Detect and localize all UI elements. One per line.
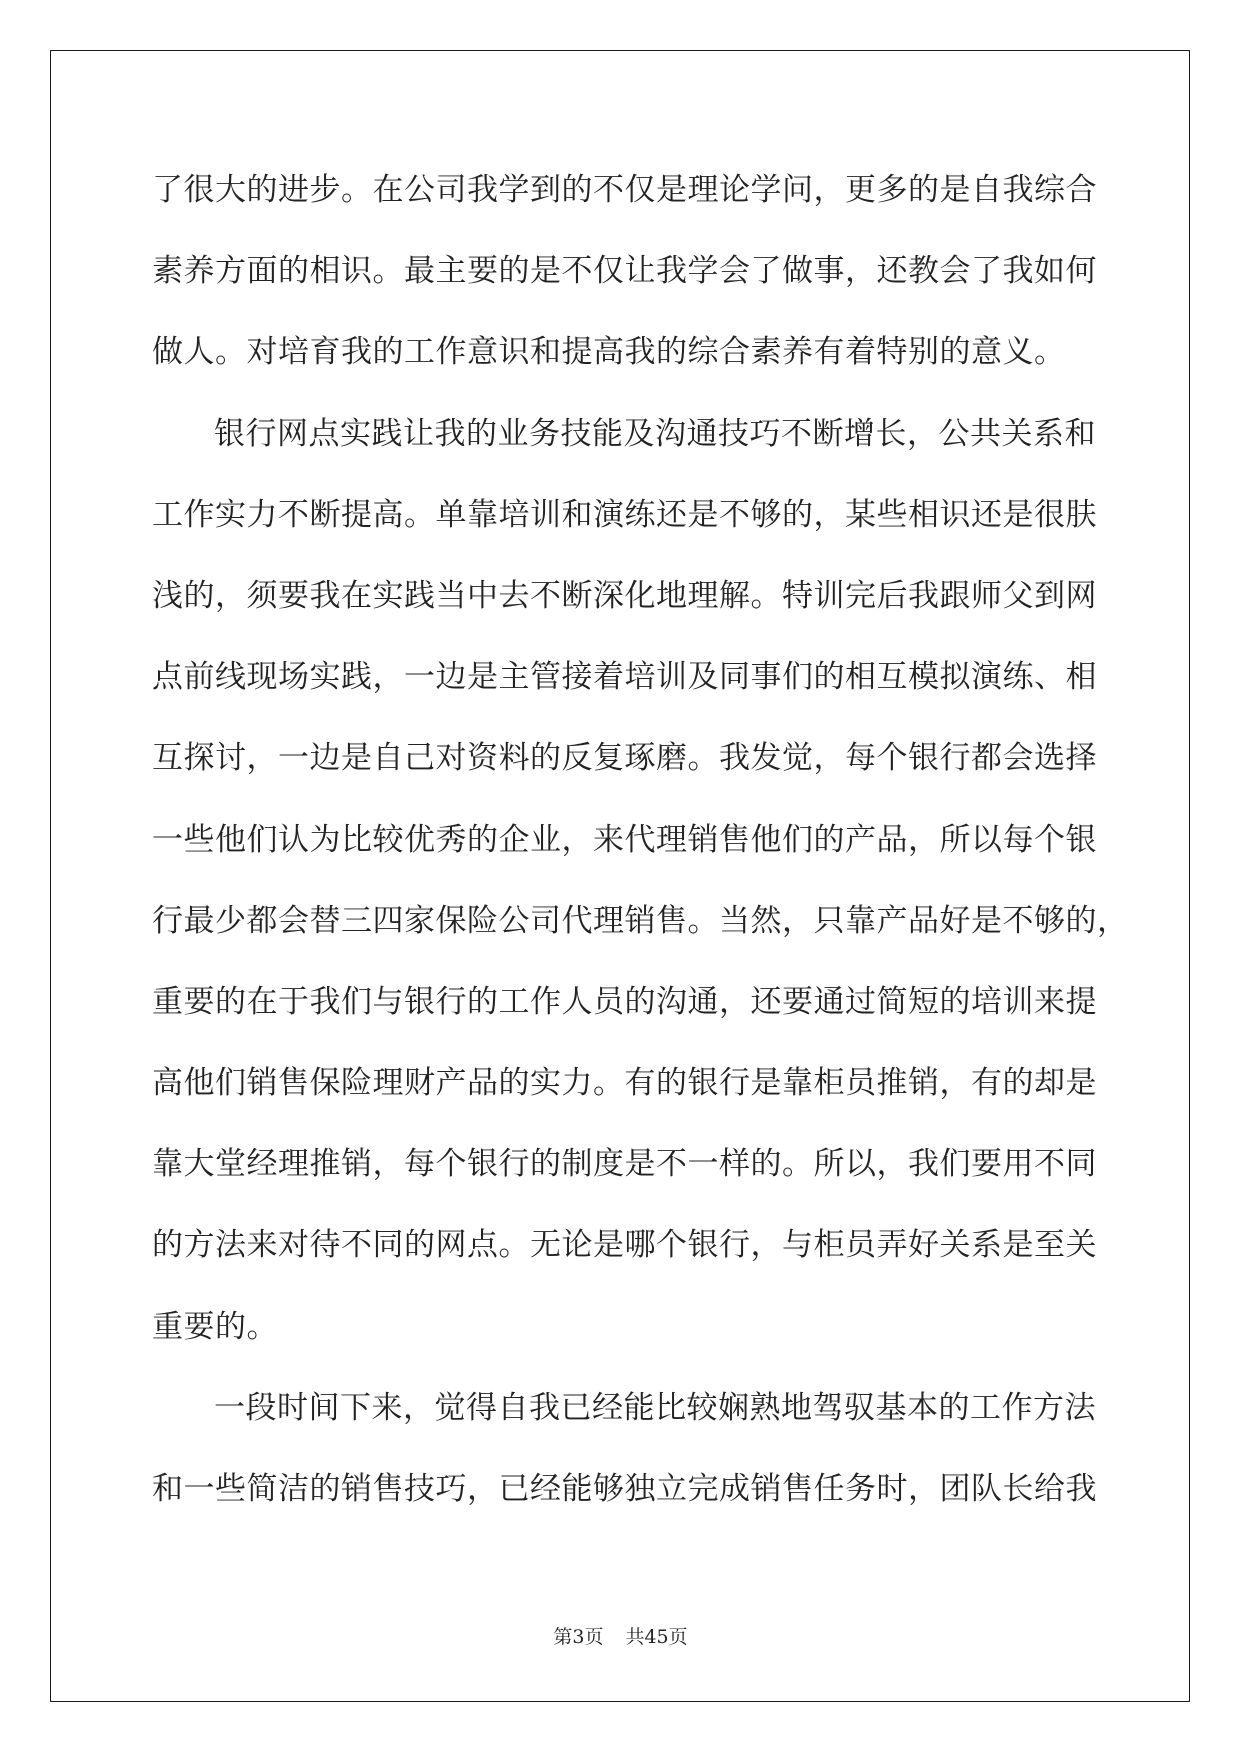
text-line: 工作实力不断提高。单靠培训和演练还是不够的，某些相识还是很肤 — [152, 496, 1097, 533]
text-line: 点前线现场实践，一边是主管接着培训及同事们的相互模拟演练、相 — [152, 659, 1097, 696]
text-line: 浅的，须要我在实践当中去不断深化地理解。特训完后我跟师父到网 — [152, 577, 1097, 614]
text-line: 的方法来对待不同的网点。无论是哪个银行，与柜员弄好关系是至关 — [152, 1227, 1097, 1264]
text-line: 了很大的进步。在公司我学到的不仅是理论学问，更多的是自我综合 — [152, 172, 1097, 208]
text-line: 一些他们认为比较优秀的企业，来代理销售他们的产品，所以每个银 — [152, 821, 1097, 858]
text-line: 和一些简洁的销售技巧，已经能够独立完成销售任务时，团队长给我 — [152, 1471, 1097, 1507]
document-body — [152, 153, 1129, 1533]
text-line: 靠大堂经理推销，每个银行的制度是不一样的。所以，我们要用不同 — [152, 1146, 1097, 1183]
text-line: 行最少都会替三四家保险公司代理销售。当然，只靠产品好是不够的， — [152, 902, 1129, 939]
text-line: 一段时间下来，觉得自我已经能比较娴熟地驾驭基本的工作方法 — [214, 1389, 1096, 1426]
page-number: 第3页 — [553, 1626, 604, 1648]
text-line: 重要的。 — [152, 1308, 278, 1345]
text-line: 做人。对培育我的工作意识和提高我的综合素养有着特别的意义。 — [152, 334, 1066, 371]
text-line: 重要的在于我们与银行的工作人员的沟通，还要通过简短的培训来提 — [152, 983, 1097, 1020]
text-line: 素养方面的相识。最主要的是不仅让我学会了做事，还教会了我如何 — [152, 253, 1097, 290]
page-total: 共45页 — [625, 1626, 688, 1648]
page-footer — [0, 1622, 1241, 1649]
text-line: 互探讨，一边是自己对资料的反复琢磨。我发觉，每个银行都会选择 — [152, 740, 1097, 777]
text-line: 银行网点实践让我的业务技能及沟通技巧不断增长，公共关系和 — [214, 415, 1096, 452]
text-line: 高他们销售保险理财产品的实力。有的银行是靠柜员推销，有的却是 — [152, 1065, 1097, 1102]
